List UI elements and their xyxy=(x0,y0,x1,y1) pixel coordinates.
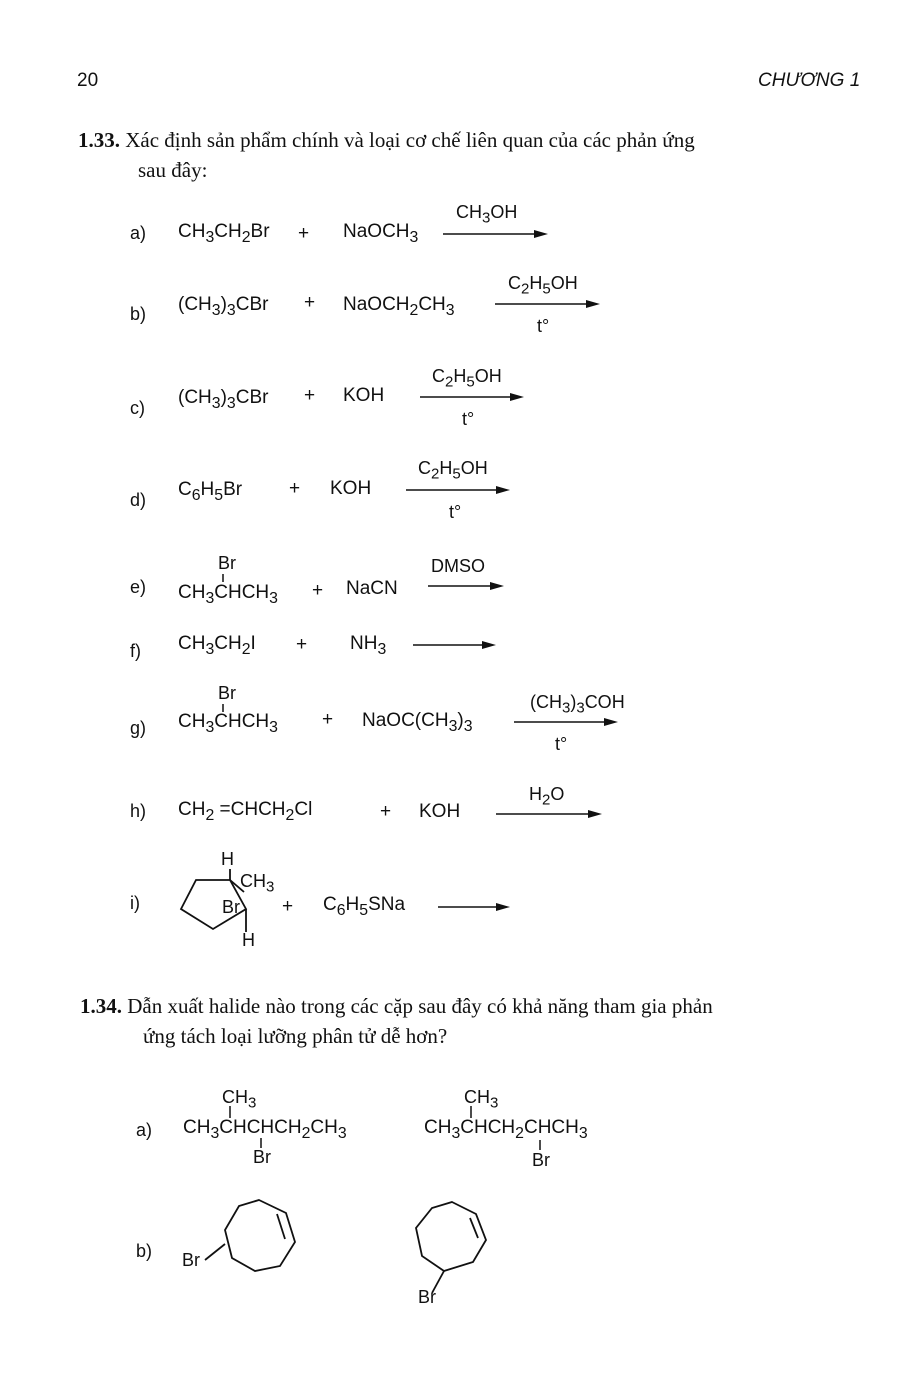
reaction-label-h: h) xyxy=(130,801,147,821)
reactant-2: KOH xyxy=(419,801,461,822)
question-text-line1: Dẫn xuất halide nào trong các cặp sau đây có khả năng tham gia phản xyxy=(127,994,713,1018)
reactant-1: $(CH_3)_3CBr$ xyxy=(178,294,269,319)
part-label-a: a) xyxy=(136,1120,153,1140)
question-number: 1.34. xyxy=(80,994,122,1018)
reaction-arrow-b xyxy=(495,300,600,308)
cycloheptene-ring-2 xyxy=(416,1202,486,1293)
structure-a2-main: $CH_3CHCH_2CHCH_3$ xyxy=(424,1117,588,1142)
reactant-1: $CH_3CH_2Br$ xyxy=(178,221,270,246)
reaction-arrow-c xyxy=(420,393,524,401)
reactant-2: NaOCH$_3$ xyxy=(343,221,419,246)
reaction-label-f: f) xyxy=(130,641,141,661)
plus-sign: + xyxy=(312,580,324,601)
reactant-2: $C_6H_5SNa$ xyxy=(323,894,406,919)
condition-above: $C_2H_5OH$ xyxy=(418,458,488,483)
reactant-2: $NH_3$ xyxy=(350,633,387,658)
reaction-arrow-d xyxy=(406,486,510,494)
condition-below: t° xyxy=(537,316,550,336)
reactant-1: $CH_3CHCH_3$ xyxy=(178,711,278,736)
question-number: 1.33. xyxy=(78,128,120,152)
reactant-1: $CH_3CHCH_3$ xyxy=(178,582,278,607)
ring-label-br: Br xyxy=(222,897,240,917)
plus-sign: + xyxy=(289,478,301,499)
condition-above: DMSO xyxy=(431,556,485,576)
reaction-arrow-g xyxy=(514,718,618,726)
cycloheptene-ring-1 xyxy=(205,1200,295,1271)
question-text-line2: sau đây: xyxy=(138,158,208,182)
page-number: 20 xyxy=(77,70,99,91)
plus-sign: + xyxy=(304,292,316,313)
plus-sign: + xyxy=(304,385,316,406)
structure-a1-top: $CH_3$ xyxy=(222,1087,257,1112)
structure-a1-bottom: Br xyxy=(253,1147,271,1167)
condition-above: $CH_3OH$ xyxy=(456,202,518,227)
reaction-label-e: e) xyxy=(130,577,147,597)
part-label-b: b) xyxy=(136,1241,153,1261)
plus-sign: + xyxy=(298,223,310,244)
reaction-label-g: g) xyxy=(130,718,147,738)
cyclopentane-ring xyxy=(181,869,246,932)
reaction-arrow-f xyxy=(413,641,496,649)
structure-a2-bottom: Br xyxy=(532,1150,550,1170)
condition-above: $C_2H_5OH$ xyxy=(432,366,502,391)
reaction-arrow-a xyxy=(443,230,548,238)
condition-above: $(CH_3)_3COH$ xyxy=(530,692,625,717)
structure-b1-br: Br xyxy=(182,1250,200,1270)
reactant-1: $C_6H_5Br$ xyxy=(178,479,243,504)
condition-below: t° xyxy=(462,409,475,429)
condition-below: t° xyxy=(555,734,568,754)
structure-b2-br: Br xyxy=(418,1287,436,1307)
reaction-arrow-e xyxy=(428,582,504,590)
substituent-br: Br xyxy=(218,553,236,573)
ring-label-h-bottom: H xyxy=(242,930,255,950)
reactant-2: $NaOC(CH_3)_3$ xyxy=(362,710,473,735)
ring-label-h-top: H xyxy=(221,849,234,869)
condition-below: t° xyxy=(449,502,462,522)
reactant-2: $NaOCH_2CH_3$ xyxy=(343,294,455,319)
reaction-label-i: i) xyxy=(130,893,140,913)
reactant-2: NaCN xyxy=(346,578,398,599)
structure-a2-top: $CH_3$ xyxy=(464,1087,499,1112)
reaction-label-a: a) xyxy=(130,223,147,243)
ring-label-ch3: $CH_3$ xyxy=(240,871,275,896)
reaction-label-b: b) xyxy=(130,304,147,324)
plus-sign: + xyxy=(296,634,308,655)
reaction-label-d: d) xyxy=(130,490,147,510)
question-text-line2: ứng tách loại lưỡng phân tử dễ hơn? xyxy=(143,1024,448,1048)
reaction-arrow-h xyxy=(496,810,602,818)
reactant-2: KOH xyxy=(343,385,385,406)
reactant-1: $(CH_3)_3CBr$ xyxy=(178,387,269,412)
substituent-br: Br xyxy=(218,683,236,703)
plus-sign: + xyxy=(282,896,294,917)
question-text-line1: Xác định sản phẩm chính và loại cơ chế liên quan của các phản ứng xyxy=(125,128,695,152)
reactant-1: $CH_2$ $=CHCH_2Cl$ xyxy=(178,799,313,824)
plus-sign: + xyxy=(380,801,392,822)
structure-a1-main: $CH_3CHCHCH_2CH_3$ xyxy=(183,1117,347,1142)
plus-sign: + xyxy=(322,709,334,730)
reactant-1: $CH_3CH_2I$ xyxy=(178,633,256,658)
reactant-2: KOH xyxy=(330,478,372,499)
condition-above: $H_2O$ xyxy=(529,784,565,809)
chapter-title: CHƯƠNG 1 xyxy=(758,70,861,91)
reaction-arrow-i xyxy=(438,903,510,911)
reaction-label-c: c) xyxy=(130,398,145,418)
condition-above: $C_2H_5OH$ xyxy=(508,273,578,298)
